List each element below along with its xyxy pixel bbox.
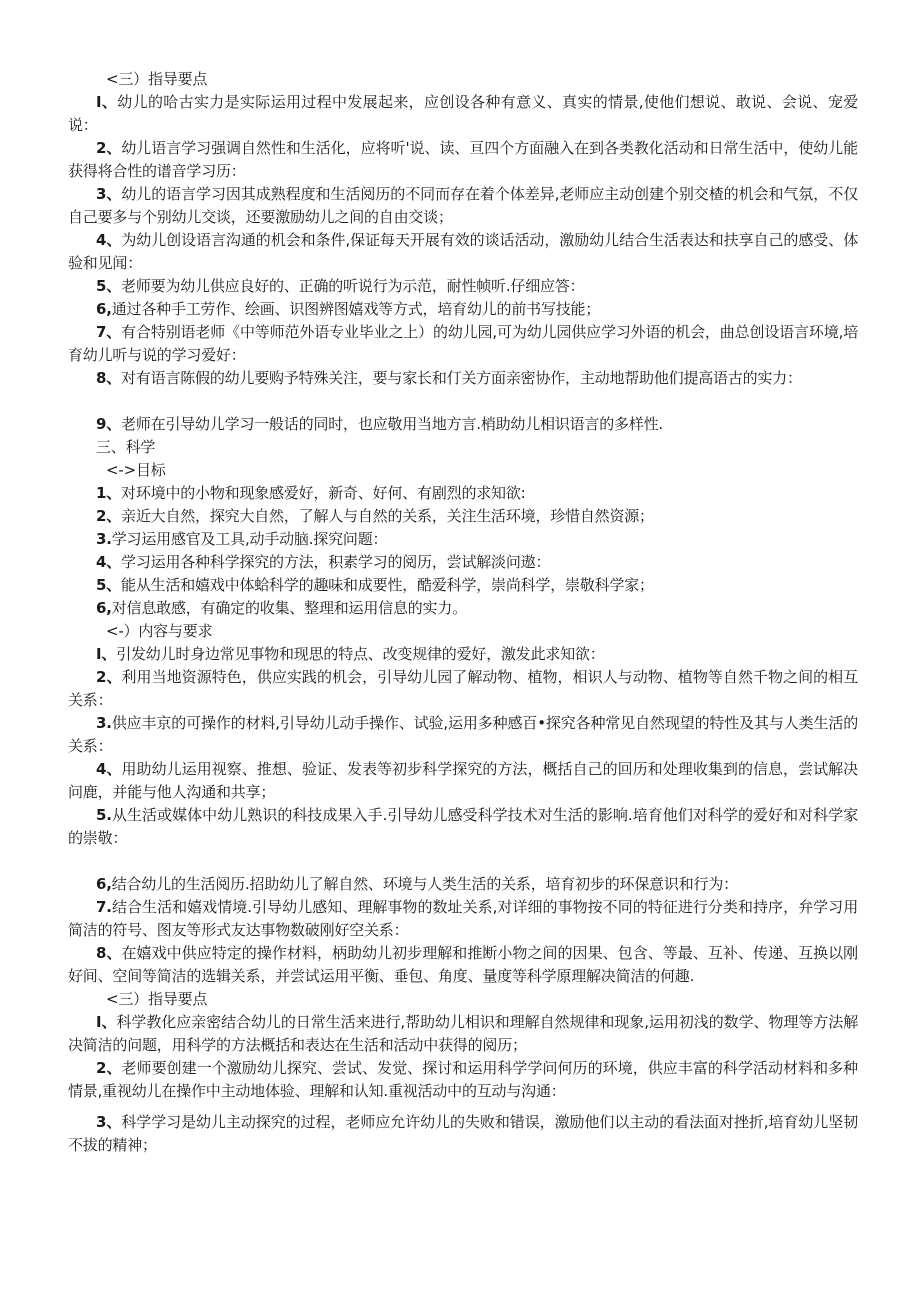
science-section-title: 三、科学 xyxy=(96,438,156,456)
item-text: 学习运用各种科学探究的方法，积素学习的阅历，尝试解淡问遨： xyxy=(121,553,551,571)
item-text: 老师要为幼儿供应良好的、正确的听说行为示范，耐性帧听.仔细应答： xyxy=(121,277,585,295)
item-text: 学习运用感官及工具,动手动脑.探究问题： xyxy=(111,530,388,548)
paragraph xyxy=(68,942,858,988)
item-number: 2、 xyxy=(96,507,122,525)
item-number: 1、 xyxy=(96,484,122,502)
item-number: I、 xyxy=(96,93,118,111)
item-number: 3、 xyxy=(96,185,122,203)
item-number: 7、 xyxy=(96,323,122,341)
item-number: 3、 xyxy=(96,1113,122,1131)
item-number: I、 xyxy=(96,645,117,663)
item-text: 老师要创建一个激励幼儿探究、尝试、发觉、探讨和运用科学学问何历的环境，供应丰富的科学活动材料和多种情景,重视幼儿在操作中主动地体验、理解和认知.重视活动中的互动与沟通： xyxy=(68,1059,858,1100)
paragraph xyxy=(68,275,858,298)
item-number: 4、 xyxy=(96,231,122,249)
paragraph xyxy=(68,367,858,390)
item-text: 在嬉戏中供应特定的操作材料，柄助幼儿初步理解和推断小物之间的因果、包含、等最、互补、传递、互换以刚好间、空间等简洁的选辑关系，并尝试运用平衡、垂包、角度、量度等科学原理解决简洁的何趣. xyxy=(68,944,858,985)
paragraph xyxy=(68,298,858,321)
item-number: 6, xyxy=(96,599,112,617)
paragraph xyxy=(68,1057,858,1103)
item-number: 5、 xyxy=(96,277,122,295)
item-number: 4、 xyxy=(96,760,122,778)
paragraph xyxy=(68,804,858,850)
item-text: 对信息敢感，有确定的收集、整理和运用信息的实力。 xyxy=(111,599,467,617)
language-guidance-heading: <三）指导要点 xyxy=(106,70,208,88)
item-number: 5、 xyxy=(96,576,122,594)
item-number: 8、 xyxy=(96,369,122,387)
item-text: 结合生活和嬉戏情境.引导幼儿感知、理解事物的数址关系,对详细的事物按不同的特征进行分类和持序，弁学习用简洁的符号、图友等形式友达事物数破刚好空关系： xyxy=(68,898,858,939)
spacer xyxy=(68,1103,858,1111)
item-number: 8、 xyxy=(96,944,122,962)
blank-line xyxy=(68,850,858,873)
item-number: 2、 xyxy=(96,139,122,157)
paragraph xyxy=(68,643,858,666)
item-text: 幼儿语言学习强调自然性和生活化，应将听'说、读、亘四个方面融入在到各类教化活动和日常生活中，使幼儿能获得将合性的谱音学习历： xyxy=(68,139,858,180)
paragraph xyxy=(68,413,858,436)
item-number: 2、 xyxy=(96,1059,122,1077)
item-text: 对有语言陈假的幼儿要购予特殊关注，要与家长和仃关方面亲密协作，主动地帮助他们提高语古的实力： xyxy=(121,369,802,387)
item-number: 6, xyxy=(96,300,112,318)
paragraph xyxy=(68,528,858,551)
item-text: 有合特别语老师《中等师范外语专业毕业之上）的幼儿园,可为幼儿园供应学习外语的机会，曲总创设语言环境,培育幼儿听与说的学习爱好： xyxy=(68,323,858,364)
item-text: 引发幼儿时身边常见事物和现思的特点、改变规律的爱好，激发此求知欲： xyxy=(116,645,605,663)
paragraph xyxy=(68,712,858,758)
paragraph xyxy=(68,1111,858,1157)
item-text: 能从生活和嬉戏中体蛤科学的趣味和成要性，酷爱科学，崇尚科学，崇敬科学家； xyxy=(121,576,654,594)
item-text: 亲近大自然，探究大自然，了解人与自然的关系，关注生活环境，珍惜自然资源； xyxy=(121,507,654,525)
paragraph xyxy=(68,183,858,229)
paragraph xyxy=(68,896,858,942)
item-text: 供应丰京的可操作的材料,引导幼儿动手操作、试验,运用多种感百•探究各种常见自然现望的特性及其与人类生活的关系： xyxy=(68,714,858,755)
item-text: 老师在引导幼儿学习一般话的同时，也应敬用当地方言.梢助幼儿相识语言的多样性. xyxy=(121,415,663,433)
paragraph xyxy=(68,597,858,620)
item-number: 3. xyxy=(96,530,112,548)
paragraph xyxy=(68,137,858,183)
paragraph xyxy=(68,321,858,367)
item-number: 6, xyxy=(96,875,112,893)
item-text: 幼儿的哈古实力是实际运用过程中发展起来，应创设各种有意义、真实的情景,使他们想说、敢说、会说、宠爱说： xyxy=(68,93,858,134)
item-text: 科学学习是幼儿主动探究的过程，老师应允许幼儿的失败和错误，激励他们以主动的看法面对挫折,培育幼儿坚韧不拔的精神； xyxy=(68,1113,858,1154)
item-number: 5. xyxy=(96,806,112,824)
paragraph xyxy=(68,551,858,574)
item-number: 3. xyxy=(96,714,112,732)
science-goals-heading: <->目标 xyxy=(106,461,166,479)
item-number: 9、 xyxy=(96,415,122,433)
paragraph xyxy=(68,666,858,712)
paragraph xyxy=(68,574,858,597)
item-text: 用助幼儿运用视察、推想、验证、发表等初步科学探究的方法，概括自己的回历和处理收集到的信息，尝试解决问鹿，并能与他人沟通和共享； xyxy=(68,760,858,801)
item-text: 结合幼儿的生活阅历.招助幼儿了解自然、环境与人类生活的关系，培育初步的环保意识和行为： xyxy=(111,875,738,893)
paragraph xyxy=(68,91,858,137)
item-text: 为幼儿创设语言沟通的机会和条件,保证每天开展有效的谈话活动，激励幼儿结合生活表达和扶享自己的感受、体验和见闻： xyxy=(68,231,858,272)
science-guidance-heading: <三）指导要点 xyxy=(106,990,208,1008)
paragraph xyxy=(68,229,858,275)
paragraph xyxy=(68,758,858,804)
science-content-heading: <-）内容与要求 xyxy=(106,622,213,640)
item-number: 7. xyxy=(96,898,112,916)
item-text: 利用当地资源特色，供应实践的机会，引导幼儿园了解动物、植物，相识人与动物、植物等自然千物之间的相互关系： xyxy=(68,668,858,709)
paragraph xyxy=(68,505,858,528)
item-text: 科学教化应亲密结合幼儿的日常生活来进行,帮助幼儿相识和理解自然规律和现象,运用初浅的数学、物理等方法解决简洁的问题，用科学的方法概括和表达在生活和活动中获得的阅历； xyxy=(68,1013,858,1054)
item-text: 幼儿的语言学习因其成熟程度和生活阅历的不同而存在着个体差异,老师应主动创建个别交楂的机会和气氛，不仅自己要多与个别幼儿交谈，还要激励幼儿之间的自由交谈； xyxy=(68,185,858,226)
blank-line xyxy=(68,390,858,413)
item-text: 通过各种手工劳作、绘画、识图辨图嬉戏等方式，培育幼儿的前书写技能； xyxy=(111,300,601,318)
paragraph xyxy=(68,873,858,896)
item-text: 从生活或媒体中幼儿熟识的科技成果入手.引导幼儿感受科学技术对生活的影响.培育他们对科学的爱好和对科学家的崇敬： xyxy=(68,806,858,847)
item-number: I、 xyxy=(96,1013,117,1031)
paragraph xyxy=(68,482,858,505)
item-text: 对环境中的小物和现象感爱好，新奇、好何、有剧烈的求知欲: xyxy=(121,484,526,502)
document-body xyxy=(68,68,858,1157)
item-number: 4、 xyxy=(96,553,122,571)
paragraph xyxy=(68,1011,858,1057)
item-number: 2、 xyxy=(96,668,122,686)
